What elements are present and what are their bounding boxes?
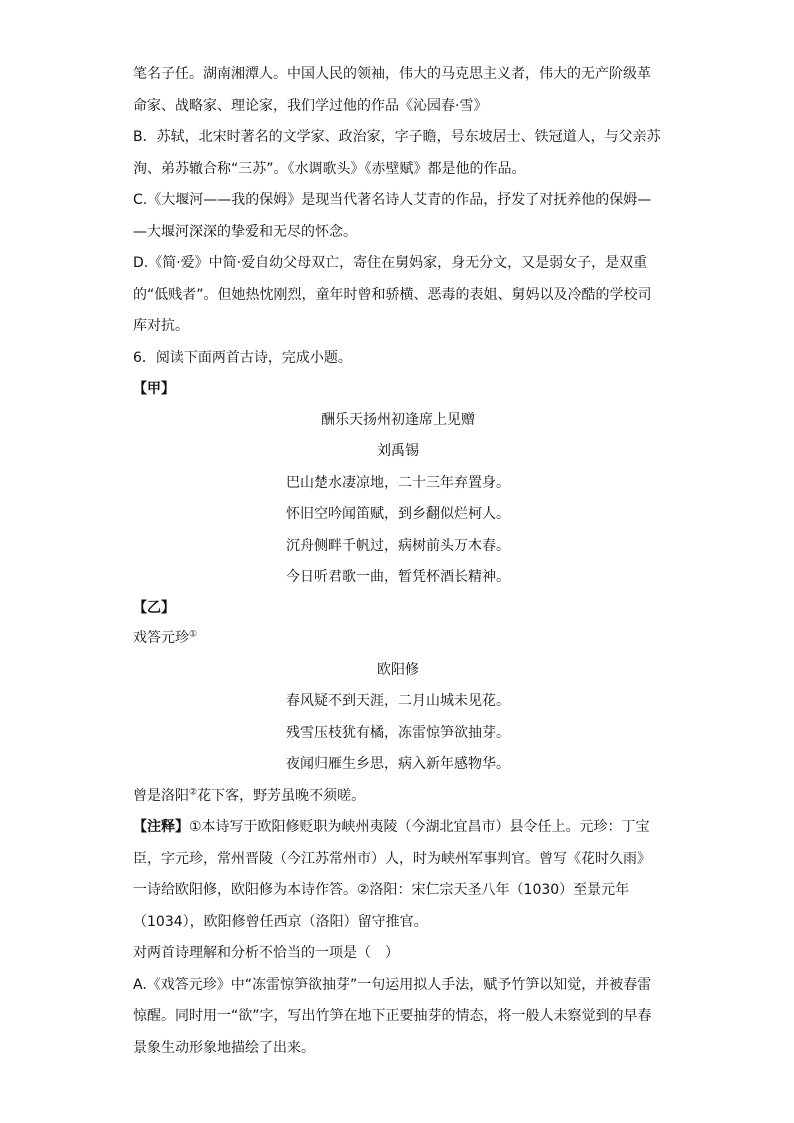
note-line-1 [133, 817, 663, 837]
option-a-line-3: 景象生动形象地描绘了出来。 [133, 1040, 315, 1056]
poem2-line-2: 残雪压枝犹有橘，冻雷惊笋欲抽芽。 [286, 725, 510, 741]
poem1-line-2: 怀旧空吟闻笛赋，到乡翻似烂柯人。 [286, 506, 510, 522]
option-a-line-2: 惊醒。同时用一“欲”字，写出竹笋在地下正要抽芽的情态，将一般人未察觉到的早春 [133, 1008, 652, 1024]
option-b-line-2: 洵、弟苏辙合称“三苏”。《水调歌头》《赤壁赋》都是他的作品。 [133, 161, 526, 177]
poem2-line-3: 夜闻归雁生乡思，病入新年感物华。 [286, 756, 510, 772]
option-d-line-3: 库对抗。 [133, 318, 189, 334]
note-line-3: 一诗给欧阳修，欧阳修为本诗作答。②洛阳：宋仁宗天圣八年（1030）至景元年 [133, 882, 630, 898]
option-c-line-1: C.《大堰河——我的保姆》是现当代著名诗人艾青的作品，抒发了对抚养他的保姆— [133, 192, 652, 208]
poem2-line-4-start: 曾是洛阳 [133, 788, 189, 804]
poem1-author: 刘禹锡 [377, 443, 419, 459]
text-line-2: 命家、战略家、理论家，我们学过他的作品《沁园春·雪》 [133, 98, 488, 114]
poem2-author: 欧阳修 [377, 662, 419, 678]
section-jia-label: 【甲】 [133, 381, 175, 397]
poem1-line-1: 巴山楚水凄凉地，二十三年弃置身。 [286, 475, 510, 491]
option-a-line-1: A.《戏答元珍》中“冻雷惊笋欲抽芽”一句运用拟人手法，赋予竹笋以知觉，并被春雷 [133, 977, 652, 993]
poem2-title [133, 628, 663, 648]
section-yi-label: 【乙】 [133, 600, 175, 616]
option-d-line-2: 的“低贱者”。但她热忱刚烈，童年时曾和骄横、恶毒的表姐、舅妈以及冷酷的学校司 [133, 287, 652, 303]
poem1-title: 酬乐天扬州初逢席上见赠 [321, 412, 475, 428]
note-line-1-text: ①本诗写于欧阳修贬职为峡州夷陵（今湖北宜昌市）县令任上。元珍：丁宝 [189, 819, 650, 835]
poem2-title-text: 戏答元珍 [133, 630, 189, 646]
text-line-1: 笔名子任。湖南湘潭人。中国人民的领袖，伟大的马克思主义者，伟大的无产阶级革 [133, 66, 651, 82]
poem1-line-4: 今日听君歌一曲，暂凭杯酒长精神。 [286, 569, 510, 585]
poem2-line-1: 春风疑不到天涯，二月山城未见花。 [286, 693, 510, 709]
note-line-2: 臣，字元珍，常州晋陵（今江苏常州市）人，时为峡州军事判官。曾写《花时久雨》 [133, 851, 651, 867]
note-label: 【注释】 [133, 819, 189, 835]
question-6-heading: 6．阅读下面两首古诗，完成小题。 [133, 350, 352, 366]
poem1-line-3: 沉舟侧畔千帆过，病树前头万木春。 [286, 538, 510, 554]
poem2-line-4-end: 花下客，野芳虽晚不须嗟。 [197, 788, 366, 804]
note-line-4: （1034），欧阳修曾任西京（洛阳）留守推官。 [133, 914, 428, 930]
option-c-line-2: —大堰河深深的挚爱和无尽的怀念。 [133, 224, 357, 240]
poem2-line-4-note: ② [189, 787, 198, 798]
question-text: 对两首诗理解和分析不恰当的一项是（ ） [133, 945, 399, 961]
poem2-line-4 [133, 786, 663, 806]
option-d-line-1: D.《简·爱》中简·爱自幼父母双亡，寄住在舅妈家，身无分文，又是弱女子，是双重 [133, 255, 648, 271]
option-b-line-1: B．苏轼，北宋时著名的文学家、政治家，字子瞻，号东坡居士、铁冠道人，与父亲苏 [133, 129, 661, 145]
poem2-title-note: ① [189, 629, 198, 640]
